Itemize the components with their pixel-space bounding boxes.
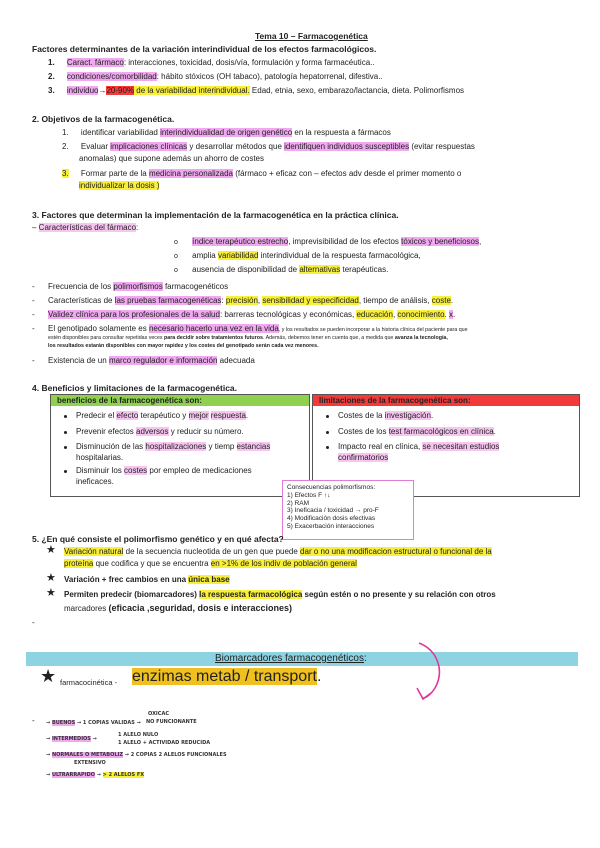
dash-icon: -	[32, 356, 35, 365]
bullet-icon	[64, 415, 67, 418]
colon: :	[363, 653, 367, 664]
colon: :	[136, 223, 139, 232]
item-text: y tiemp	[206, 442, 237, 451]
item-text: Predecir el	[76, 411, 117, 420]
limitation-item-2	[338, 427, 496, 436]
item-number: 2.	[62, 142, 69, 151]
circle-bullet-icon: o	[174, 239, 178, 246]
dash-icon: -	[32, 296, 35, 305]
item-text: ,	[392, 310, 398, 319]
highlight: implicaciones clínicas	[110, 142, 188, 151]
highlight: test farmacológicos en clínica	[388, 427, 494, 436]
item-number: 1.	[62, 128, 69, 137]
benefit-item-2	[76, 427, 244, 436]
note-title: Consecuencias polimorfismos:	[287, 484, 376, 491]
star-icon: ★	[46, 572, 56, 584]
limitations-header	[313, 395, 579, 406]
section4-heading: 4. Beneficios y limitaciones de la farmacogenética.	[32, 383, 238, 393]
page-title: Tema 10 – Farmacogenética	[255, 31, 368, 41]
hand-row-3-sub: EXTENSIVO	[74, 760, 106, 766]
item-number: 1.	[48, 58, 55, 67]
benefit-item-1	[76, 411, 248, 420]
item-text: Formar parte de la	[80, 169, 149, 178]
highlight: necesario hacerlo una vez en la vida	[148, 324, 279, 333]
item-text: terapéutico y	[138, 411, 189, 420]
item-text: :	[221, 296, 226, 305]
banner-text: Biomarcadores farmacogenéticos	[215, 653, 364, 664]
item-text: según estén o no presente y su relación con otros	[302, 590, 496, 599]
item-text: ausencia de disponibilidad de	[192, 265, 300, 274]
item-text: adecuada	[217, 356, 255, 365]
highlight: polimorfismos	[113, 282, 163, 291]
bullet-icon	[64, 446, 67, 449]
highlight: efecto	[116, 411, 139, 420]
highlight: tóxicos y beneficiosos	[401, 237, 479, 246]
item-text: (evitar respuestas	[409, 142, 475, 151]
benefit-item-4-line2: ineficaces.	[76, 477, 114, 486]
highlight: hospitalizaciones	[145, 442, 207, 451]
item-number: 3.	[48, 86, 55, 95]
benefits-header	[51, 395, 309, 406]
item-text: Frecuencia de los	[48, 282, 114, 291]
dash: –	[32, 223, 39, 232]
bullet-icon	[326, 415, 329, 418]
item-text: , tiempo de análisis,	[358, 296, 432, 305]
hand-row-3	[46, 752, 227, 758]
highlight: investigación	[384, 411, 431, 420]
item-number: 2.	[48, 72, 55, 81]
item-text: Prevenir efectos	[76, 427, 137, 436]
dash-icon: -	[32, 324, 35, 333]
highlight: identifiquen individuos susceptibles	[284, 142, 410, 151]
s3-dash-4	[48, 324, 468, 333]
item-text: : barreras tecnológicas y económicas,	[219, 310, 357, 319]
highlight: individualizar la dosis )	[79, 181, 160, 190]
highlight: coste	[431, 296, 451, 305]
item-text: Disminuir los	[76, 466, 125, 475]
dot: .	[316, 668, 322, 685]
s3-circle-2	[174, 251, 421, 260]
s3-dash-1	[48, 282, 228, 291]
item-text: en la respuesta a fármacos	[292, 128, 391, 137]
item-text: que codifica y que se encuentra	[93, 559, 211, 568]
item-text: terapéuticas.	[340, 265, 389, 274]
item-text: , imprevisibilidad de los efectos	[288, 237, 402, 246]
highlight: Validez clínica para los profesionales de la salud	[48, 310, 220, 319]
dash-icon: -	[32, 310, 35, 319]
item-text: estén disponibles para consultar repetidas veces	[48, 335, 165, 341]
star-icon: ★	[46, 544, 56, 556]
hand-row-1-bottom: NO FUNCIONANTE	[146, 719, 197, 725]
item-text: (fármaco + eficaz con – efectos adv desde el primer momento o	[233, 169, 462, 178]
highlight: proteína	[64, 559, 94, 568]
biomarkers-title	[215, 653, 367, 664]
item-text: . Además, debemos tener en cuenta que, a medida que	[262, 335, 395, 341]
highlight: confirmatorios	[338, 453, 389, 462]
s3-dash-4-line3	[48, 343, 319, 349]
s5-point-1-line2	[64, 559, 357, 568]
highlight: de la variabilidad interindividual.	[134, 86, 250, 95]
note-line: 1) Efectos F ↑↓	[287, 491, 331, 499]
handwritten-arrow-icon	[405, 640, 455, 705]
section1-heading: Factores determinantes de la variación interindividual de los efectos farmacológicos.	[32, 44, 377, 54]
note-line: 3) Ineficacia / toxicidad → pro-F	[287, 507, 379, 515]
item-text: : interacciones, toxicidad, dosis/vía, formulación y forma farmacéutica..	[123, 58, 375, 67]
s5-point-2	[64, 575, 230, 584]
highlight: educación	[356, 310, 393, 319]
enzymes-label	[132, 668, 321, 686]
item-text: El genotipado solamente es	[48, 324, 149, 333]
highlight: Caract. fármaco	[66, 58, 124, 67]
item-text: Disminución de las	[76, 442, 146, 451]
item-text: (eficacia ,seguridad, dosis e interacciones)	[108, 603, 293, 613]
hand-text: → 1 COPIAS VALIDAS →	[75, 720, 141, 726]
item-text: identificar variabilidad	[80, 128, 161, 137]
item-text: marcadores	[64, 604, 109, 613]
item-text: de la secuencia nucleotida de un gen que puede	[123, 547, 301, 556]
bullet-icon	[326, 446, 329, 449]
item-text: interindividual de la respuesta farmacológica,	[258, 251, 421, 260]
s2-item-3-line2	[79, 181, 159, 190]
highlight: medicina personalizada	[148, 169, 233, 178]
highlight: individuo	[66, 86, 99, 95]
benefit-item-3	[76, 442, 270, 451]
item-text: , y los resultados se pueden incorporar a la historia clínica del paciente para que	[278, 327, 468, 333]
hand-text: → 2 COPIAS 2 ALELOS FUNCIONALES	[123, 752, 227, 758]
item-text: .	[430, 411, 434, 420]
note-line: 2) RAM	[287, 499, 310, 507]
item-text: Costes de los	[338, 427, 389, 436]
item-number: 3.	[62, 169, 69, 178]
highlight: alternativas	[299, 265, 341, 274]
arrow: →	[46, 772, 52, 778]
item-text: para decidir sobre tratamientos futuros	[164, 335, 263, 341]
hand-row-2-bottom: 1 ALELO + ACTIVIDAD REDUCIDA	[118, 740, 211, 746]
s2-item-3	[62, 169, 461, 178]
bullet-icon	[326, 431, 329, 434]
s5-point-3	[64, 590, 496, 599]
highlight: dar o no una modificacion estructural o funcional de la	[300, 547, 492, 556]
hand-row-1-top: OXICAC	[148, 711, 169, 717]
highlight: sensibilidad y especificidad	[262, 296, 359, 305]
s2-item-2-line2: anomalas) que supone además un ahorro de costes	[79, 154, 265, 163]
arrow: →	[46, 720, 52, 726]
s3-circle-1	[174, 237, 481, 246]
arrow: →	[46, 736, 52, 742]
highlight: adversos	[136, 427, 169, 436]
item-text: Edad, etnia, sexo, embarazo/lactancia, dieta. Polimorfismos	[249, 86, 465, 95]
highlight: índice terapéutico estrecho	[192, 237, 289, 246]
section3-heading: 3. Factores que determinan la implementación de la farmacogenética en la práctica clínica.	[32, 210, 399, 220]
limitation-item-1	[338, 411, 433, 420]
bullet-icon	[64, 431, 67, 434]
highlight: las pruebas farmacogenéticas	[114, 296, 222, 305]
s3-dash-4-line2	[48, 335, 448, 341]
item-text: .	[317, 343, 319, 349]
s2-item-2	[62, 142, 475, 151]
highlight: Variación natural	[64, 547, 124, 556]
s3-dash-3	[48, 310, 455, 319]
item-text: : hábito stóxicos (OH tabaco), patología hepatorrenal, difestiva..	[156, 72, 383, 81]
star-icon: ★	[46, 587, 56, 599]
circle-bullet-icon: o	[174, 253, 178, 260]
highlight: la respuesta farmacológica	[199, 590, 303, 599]
item-text: .	[493, 427, 496, 436]
item-text: .	[245, 411, 249, 420]
arrow: →	[98, 86, 107, 95]
note-line: 4) Modificación dosis efectivas	[287, 515, 376, 523]
hand-row-2-top: 1 ALELO NULO	[118, 732, 159, 738]
highlight: precisión	[225, 296, 258, 305]
item-text: ,	[478, 237, 482, 246]
highlight: costes	[124, 466, 148, 475]
item-text: Características de	[48, 296, 115, 305]
item-text: avanza la tecnología,	[394, 335, 448, 341]
hand-text: →	[90, 736, 97, 742]
highlight: condiciones/comorbilidad	[66, 72, 157, 81]
item-text: y reducir su número.	[168, 427, 244, 436]
item-text: .	[450, 296, 454, 305]
item-text: ,	[257, 296, 263, 305]
item-text: Permiten predecir (biomarcadores)	[64, 590, 200, 599]
highlight: enzimas metab / transport	[132, 668, 317, 685]
s3-circle-3	[174, 265, 388, 274]
arrow: →	[46, 752, 52, 758]
s3-dash-2	[48, 296, 453, 305]
benefit-item-3-line2: hospitalarias.	[76, 453, 124, 462]
section2-heading: 2. Objetivos de la farmacogenética.	[32, 114, 175, 124]
item-text: amplia	[192, 251, 218, 260]
dash-icon: -	[32, 282, 35, 291]
s3-subheading	[32, 223, 138, 232]
highlight: se necesitan estudios	[422, 442, 500, 451]
hand-row-1	[46, 720, 141, 726]
highlight: respuesta	[210, 411, 246, 420]
s1-item-1	[48, 58, 375, 67]
highlight: > 2 ALELOS FX	[102, 772, 145, 778]
highlight: interindividualidad de origen genético	[160, 128, 293, 137]
highlight: x	[449, 310, 453, 319]
dash-icon: -	[32, 618, 35, 627]
s5-point-1	[64, 547, 492, 556]
polymorphism-note	[282, 480, 414, 540]
benefits-title: beneficios de la farmacogenética son:	[57, 396, 202, 405]
pharmacokinetics-label: farmacocinética -	[60, 678, 118, 687]
s1-item-3	[48, 86, 464, 95]
highlight: única base	[188, 575, 230, 584]
highlight: ULTRARRAPIDO	[51, 772, 95, 778]
s2-item-1	[62, 128, 391, 137]
item-text: por empleo de medicaciones	[147, 466, 252, 475]
highlight: estancias	[236, 442, 271, 451]
highlight: INTERMEDIOS	[51, 736, 91, 742]
item-text: farmacogenéticos	[162, 282, 229, 291]
highlight: mejor	[188, 411, 209, 420]
item-text: .	[444, 310, 449, 319]
dash-icon: -	[32, 716, 35, 725]
item-text: Impacto real en clínica,	[338, 442, 423, 451]
bullet-icon	[64, 470, 67, 473]
limitation-item-3-line2	[338, 453, 388, 462]
item-text: Existencia de un	[48, 356, 109, 365]
item-text: Variación + frec cambios en una	[64, 575, 189, 584]
limitations-title: limitaciones de la farmacogenética son:	[319, 396, 471, 405]
highlight: en >1% de los indiv de población general	[210, 559, 357, 568]
highlight: 20-90%	[106, 86, 135, 95]
item-text: los resultados estarán disponibles con mayor rapidez y los costes del genotipado serán cada vez menores	[48, 343, 318, 349]
hand-row-2	[46, 736, 97, 742]
limitation-item-3	[338, 442, 499, 451]
highlight: NORMALES O METABOLIZ	[51, 752, 124, 758]
circle-bullet-icon: o	[174, 267, 178, 274]
star-icon: ★	[40, 666, 57, 686]
s5-point-3-line2	[64, 603, 292, 613]
hand-row-4	[46, 772, 144, 778]
benefit-item-4	[76, 466, 252, 475]
highlight: marco regulador e información	[108, 356, 218, 365]
item-text: y desarrollar métodos que	[187, 142, 285, 151]
section5-heading: 5. ¿En qué consiste el polimorfismo genético y en qué afecta?	[32, 534, 284, 544]
highlight: BUENOS	[51, 720, 76, 726]
highlight: variabilidad	[217, 251, 259, 260]
item-text: Evaluar	[80, 142, 111, 151]
s1-item-2	[48, 72, 383, 81]
s3-dash-5	[48, 356, 255, 365]
note-line: 5) Exacerbación interacciones	[287, 522, 375, 530]
highlight: Características del fármaco	[38, 223, 137, 232]
item-text: Costes de la	[338, 411, 385, 420]
hand-text: →	[94, 772, 103, 778]
item-text: .	[453, 310, 456, 319]
highlight: conocimiento	[397, 310, 445, 319]
